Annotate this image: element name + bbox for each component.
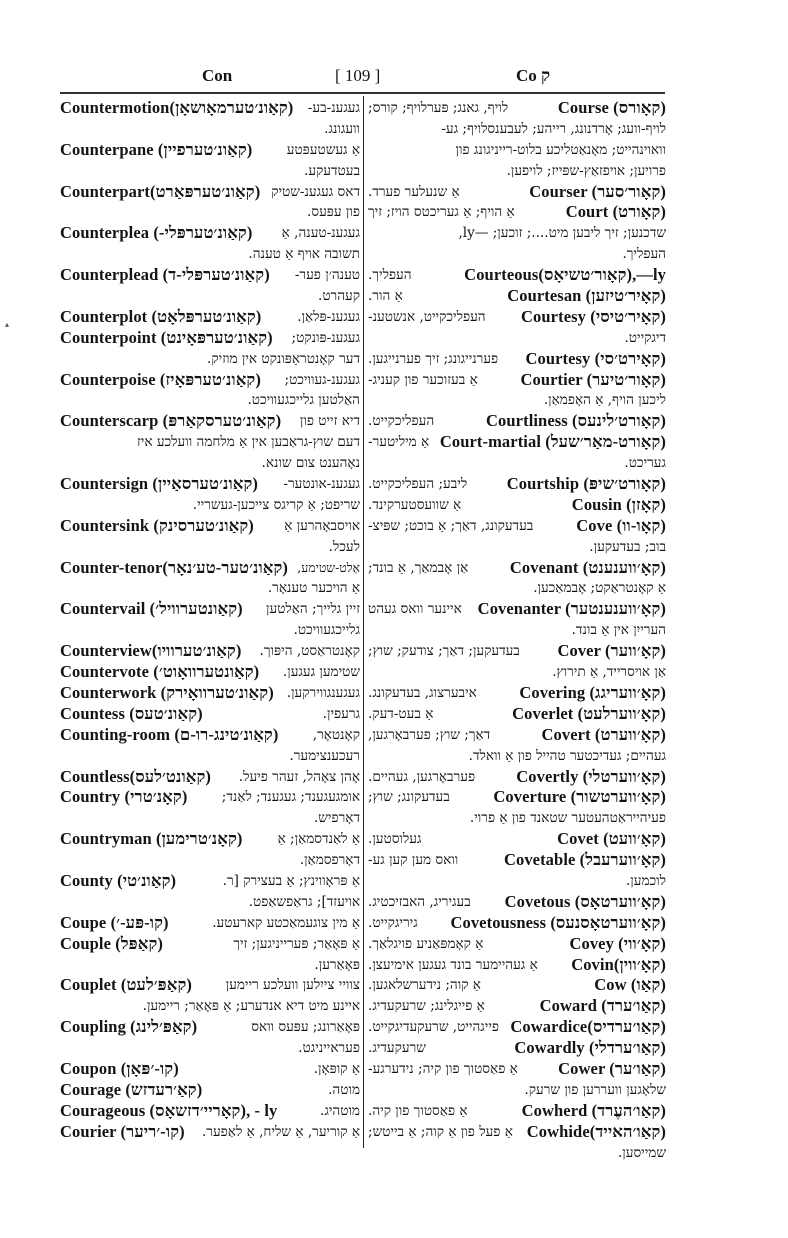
headword: County (קאַונ׳טי)	[60, 870, 177, 890]
headword: Couple (קאַפּל)	[60, 933, 163, 953]
dictionary-entry-line	[60, 725, 360, 746]
yiddish-definition: פעראייניגט.	[298, 1040, 360, 1057]
entry-continuation-line	[60, 119, 360, 140]
dictionary-entry-line	[60, 140, 360, 161]
yiddish-definition: אַ געשטעפּטע	[286, 141, 360, 158]
dictionary-entry-line	[368, 641, 666, 662]
entry-continuation-line	[368, 537, 666, 558]
yiddish-definition: איינע מיט דיא אנדערע; אַ פּאָאַר; ריימען.	[142, 998, 360, 1015]
yiddish-definition: דאַך; שוץ; פערבאָרגען,	[368, 726, 491, 743]
yiddish-definition: לעכל.	[328, 538, 360, 555]
yiddish-definition: אַ פאַסטוך פון קיה; נידערגע-	[368, 1060, 518, 1077]
entry-continuation-line	[60, 161, 360, 182]
right-column	[368, 98, 666, 1163]
yiddish-definition: שריפט; אַ קריגס צייכען-געשריי.	[192, 496, 360, 513]
yiddish-definition: קאָנטראַסט, היפּוך.	[259, 643, 360, 660]
headword: Counterplead (קאַונ׳טערפּלי-ד)	[60, 265, 270, 285]
margin-speck: ▴	[5, 320, 10, 329]
entry-continuation-line	[368, 161, 666, 182]
headword: Covetousness (קאָ׳ווערטאָסנעס)	[450, 912, 666, 932]
headword: Counting-room (קאַונ׳טינג-רו-ם)	[60, 724, 279, 744]
entry-continuation-line	[368, 390, 666, 411]
dictionary-entry-line	[60, 787, 360, 808]
headword: Countermotion(קאַונ׳טערמאָושאָן)	[60, 98, 294, 117]
yiddish-definition: אַן אָבמאַך, אַ בונד;	[368, 559, 469, 576]
yiddish-definition: העפליך.	[368, 267, 412, 284]
yiddish-definition: וואוינהייט; מאָנאַטליכע בלוט-רייניגונג פון	[455, 141, 666, 158]
dictionary-entry-line	[368, 892, 666, 913]
yiddish-definition: פּאָאַרונג; עפּעס וואס	[251, 1019, 360, 1036]
yiddish-definition: אַ פּראָווינץ; אַ בעצירק [ר.	[222, 872, 360, 889]
yiddish-definition: געגענגווירקען.	[286, 684, 360, 701]
header-right-guide-word: Co ק	[516, 66, 551, 85]
headword: Countersink (קאַונ׳טערסינק)	[60, 515, 254, 535]
entry-continuation-line	[60, 286, 360, 307]
entry-continuation-line	[368, 662, 666, 683]
dictionary-entry-line	[368, 265, 666, 286]
yiddish-definition: דער קאָנטראַפּונקט אין מוזיק.	[207, 350, 360, 367]
headword: Covin(קאָ׳ווין)	[571, 954, 666, 974]
yiddish-definition: איבערצוג, בעדעקונג.	[368, 684, 477, 701]
yiddish-definition: פרויען; אויפזאַץ-שפּייז; לויפען.	[506, 162, 666, 179]
yiddish-definition: אַ הור.	[368, 288, 403, 305]
entry-continuation-line	[60, 244, 360, 265]
entry-continuation-line	[368, 140, 666, 161]
yiddish-definition: שדכנען; זיך ליבען מיט....; זוכען; —ly,	[458, 225, 666, 242]
yiddish-definition: אַ מיליטער-	[368, 434, 430, 451]
dictionary-entry-line	[60, 307, 360, 328]
headword: Counter-tenor(קאַונ׳טער-טע׳נאָר)	[60, 557, 289, 577]
yiddish-definition: לויף, גאנג; פּערלויף; קורס;	[368, 100, 509, 116]
yiddish-definition: ליכען הויף, אַ האָפמאַן.	[543, 392, 666, 409]
dictionary-entry-line	[368, 307, 666, 328]
yiddish-definition: צוויי צייִלען וועלכע ריימען	[225, 977, 360, 994]
yiddish-definition: גרעפין.	[322, 705, 360, 722]
entry-continuation-line	[60, 453, 360, 474]
yiddish-definition: געגענ-בע-	[307, 100, 360, 116]
yiddish-definition: איינער וואס געהט	[368, 601, 462, 618]
entry-continuation-line	[368, 453, 666, 474]
headword: Cowardice(קאַו׳ערדיס)	[510, 1017, 666, 1037]
yiddish-definition: געריכט.	[624, 455, 666, 472]
dictionary-entry-line	[60, 558, 360, 579]
headword: Coward (קאַו׳ערד)	[539, 996, 666, 1016]
entry-continuation-line	[60, 996, 360, 1017]
yiddish-definition: דעם שוץ-גראַבען אין אַ מלחמה וועלכע איז	[137, 434, 360, 451]
dictionary-entry-line	[60, 767, 360, 788]
headword: Court (קאָורט)	[565, 202, 666, 222]
dictionary-entry-line	[60, 934, 360, 955]
headword: Covenant (קאָ׳ווענענט)	[509, 557, 666, 577]
headword: Covetable (קאָ׳ווערעבל)	[503, 850, 666, 870]
page-number: [ 109 ]	[335, 66, 381, 85]
dictionary-entry-line	[368, 516, 666, 537]
headword: Cowherd (קאַו׳העֶרד)	[521, 1100, 666, 1120]
dictionary-entry-line	[60, 265, 360, 286]
dictionary-entry-line	[368, 1101, 666, 1122]
headword: Couplet (קאַפּ׳לעט)	[60, 975, 192, 995]
yiddish-definition: בעגיריג, האבזיכטיג.	[368, 893, 471, 910]
yiddish-definition: אַ קוה; נידערשלאגען.	[368, 977, 481, 994]
yiddish-definition: אַ קוריער, אַ שליח, אַ לאַפער.	[201, 1123, 360, 1140]
dictionary-entry-line	[368, 1017, 666, 1038]
dictionary-entry-line	[368, 913, 666, 934]
yiddish-definition: דאָרפסמאַן.	[299, 852, 360, 869]
dictionary-entry-line	[368, 432, 666, 453]
yiddish-definition: בוב; בעדעקען.	[589, 538, 666, 555]
headword: Covert (קאָ׳ווערט)	[541, 724, 666, 744]
dictionary-entry-line	[368, 474, 666, 495]
dictionary-entry-line	[368, 98, 666, 119]
headword: Cove (קאָו-וו)	[576, 515, 666, 535]
headword: Cower (קאַו׳ער)	[558, 1058, 666, 1078]
headword: Courtesan (קאָיר׳טיזען)	[507, 286, 666, 306]
entry-continuation-line	[368, 871, 666, 892]
headword: Cow (קאַו)	[594, 975, 666, 995]
yiddish-definition: אַ פאַסטוך פון קיה.	[368, 1102, 468, 1119]
yiddish-definition: געגענ-פּלאַן.	[297, 308, 360, 325]
headword: Counterplea (-קאַונ׳טערפּלי)	[60, 223, 253, 243]
headword: Coupon (קו-׳פּאָן)	[60, 1058, 179, 1078]
yiddish-definition: וועגונג.	[324, 120, 360, 137]
yiddish-definition: שטימען געגען.	[282, 664, 360, 681]
entry-continuation-line	[60, 390, 360, 411]
yiddish-definition: פּאָאַרען.	[314, 956, 360, 973]
yiddish-definition: פערבאָרגען, געהיים.	[368, 768, 476, 785]
dictionary-entry-line	[60, 1059, 360, 1080]
yiddish-definition: בעטדעקע.	[304, 162, 360, 179]
yiddish-definition: העפליך.	[622, 246, 666, 263]
headword: Courage (קאַ׳רעדזש)	[60, 1079, 203, 1099]
entry-continuation-line	[60, 202, 360, 223]
yiddish-definition: געגענ-געוויכט;	[284, 371, 360, 388]
yiddish-definition: תשובה אויף אַ טענה.	[248, 246, 360, 263]
left-column	[60, 98, 360, 1143]
dictionary-entry-line	[368, 370, 666, 391]
yiddish-definition: אַ קופּאָן.	[313, 1060, 360, 1077]
headword: Counterscarp (קאַונ׳טערסקאַרפּ)	[60, 411, 282, 431]
dictionary-entry-line	[60, 829, 360, 850]
dictionary-entry-line	[368, 683, 666, 704]
yiddish-definition: גיריגקייט.	[368, 914, 418, 931]
entry-continuation-line	[368, 578, 666, 599]
yiddish-definition: אַ מין צוגעמאַכטע קארעטע.	[212, 914, 360, 931]
dictionary-entry-line	[368, 975, 666, 996]
entry-continuation-line	[368, 620, 666, 641]
dictionary-entry-line	[60, 871, 360, 892]
headword: Covenanter (קאָ׳ווענענטער)	[477, 599, 666, 619]
yiddish-definition: אַ שוועסטערקינד.	[368, 496, 462, 513]
dictionary-entry-line	[60, 1122, 360, 1143]
dictionary-entry-line	[60, 1080, 360, 1101]
yiddish-definition: לוכמען.	[625, 872, 666, 889]
headword: Countryman (קאָנ׳טרימען)	[60, 829, 243, 849]
yiddish-definition: רעכענצימער.	[289, 747, 360, 764]
yiddish-definition: בעדעקען; דאַך; צודעק; שוץ;	[368, 643, 520, 660]
headword: Cowardly (קאַו׳ערדלי)	[514, 1038, 666, 1058]
yiddish-definition: העפליכקייט, אנשטענ-	[368, 308, 486, 325]
header-left-guide-word: Con	[202, 66, 233, 85]
entry-continuation-line	[60, 746, 360, 767]
yiddish-definition: גלייכגעוויכט.	[293, 622, 360, 639]
dictionary-entry-line	[368, 1059, 666, 1080]
entry-continuation-line	[60, 1038, 360, 1059]
entry-continuation-line	[368, 808, 666, 829]
yiddish-definition: שרעקעדיג.	[368, 1040, 426, 1057]
yiddish-definition: הערייִן אין אַ בונד.	[571, 622, 666, 639]
yiddish-definition: מוטהיג.	[320, 1102, 360, 1119]
yiddish-definition: בעדעקונג, דאַך; אַ בוכט; שפּיצ-	[368, 517, 534, 534]
yiddish-definition: אַ פייגלינג; שרעקעדיג.	[368, 998, 485, 1015]
dictionary-entry-line	[368, 182, 666, 203]
headword: Country (קאָנ׳טרי)	[60, 787, 188, 807]
yiddish-definition: אַלט-שטימע,	[297, 559, 360, 575]
yiddish-definition: אויסבאָהרען אַ	[284, 517, 360, 534]
dictionary-entry-line	[368, 850, 666, 871]
running-header	[60, 62, 665, 90]
entry-continuation-line	[60, 850, 360, 871]
entry-continuation-line	[60, 349, 360, 370]
headword: Coverture (קאָ׳ווערטשור)	[493, 787, 666, 807]
headword: Covetous (קאָ׳ווערטאָס)	[504, 891, 666, 911]
yiddish-definition: געהיים; געדיכטער טהייל פון אַ וואלד.	[468, 747, 666, 764]
headword: Countervail (קאַונטערוויל׳)	[60, 599, 243, 619]
yiddish-definition: אַ לאַנדסמאַן; אַ	[277, 831, 360, 848]
headword: Courtesy (קאָיר׳טיסי)	[521, 306, 666, 326]
dictionary-entry-line	[368, 411, 666, 432]
headword: Countervote (קאַונטערוואָוט׳)	[60, 662, 260, 682]
headword: Counterpane (קאַונ׳טערפיין)	[60, 139, 253, 159]
dictionary-entry-line	[60, 182, 360, 203]
yiddish-definition: פון עפּעס.	[307, 204, 360, 221]
entry-continuation-line	[60, 892, 360, 913]
yiddish-definition: געגענ-אונטער-	[283, 476, 360, 493]
column-divider	[363, 96, 364, 1148]
headword: Counterwork (קאַונ׳טערוואָירק)	[60, 682, 274, 702]
yiddish-definition: דיא זייט פון	[299, 413, 360, 430]
entry-continuation-line	[60, 620, 360, 641]
dictionary-entry-line	[368, 202, 666, 223]
dictionary-entry-line	[60, 704, 360, 725]
dictionary-entry-line	[60, 223, 360, 244]
entry-continuation-line	[368, 1143, 666, 1164]
yiddish-definition: אַ קאָנטראַקט; אָבמאַכען.	[533, 580, 666, 597]
entry-continuation-line	[60, 537, 360, 558]
yiddish-definition: האַלטען גלייכגעוויכט.	[247, 392, 360, 409]
headword: Cover (קאָ׳ווער)	[557, 641, 666, 661]
yiddish-definition: אָהן צאָהל, זעהר פיעל.	[238, 768, 360, 785]
headword: Courteous(קאָור׳טשיאָס),—ly	[464, 265, 666, 285]
dictionary-entry-line	[60, 328, 360, 349]
dictionary-entry-line	[60, 599, 360, 620]
yiddish-definition: פייגהייט, שרעקעדיגקייט.	[368, 1019, 500, 1036]
dictionary-entry-line	[60, 516, 360, 537]
dictionary-entry-line	[368, 955, 666, 976]
yiddish-definition: מוטה.	[328, 1081, 360, 1098]
headword: Courser (קאָור׳סער)	[529, 181, 666, 201]
yiddish-definition: ליבע; העפליכקייט.	[368, 476, 468, 493]
yiddish-definition: דאָרפיש.	[313, 810, 360, 827]
dictionary-entry-line	[368, 558, 666, 579]
dictionary-entry-line	[60, 370, 360, 391]
yiddish-definition: אַ הויף; אַ געריכטס הויז; זיך	[368, 204, 515, 221]
yiddish-definition: נאָהענט צום שונא.	[261, 455, 360, 472]
dictionary-entry-line	[368, 767, 666, 788]
dictionary-entry-line	[368, 495, 666, 516]
entry-continuation-line	[368, 244, 666, 265]
yiddish-definition: אַ הויכער טענאָר.	[267, 580, 360, 597]
headword: Courageous (קאָריי׳דזשאָס), - ly	[60, 1100, 278, 1120]
yiddish-definition: אַ קאָמפּאַניע פויגלאַך.	[368, 935, 484, 952]
headword: Cowhide(קאַו׳האייד)	[526, 1121, 666, 1141]
entry-continuation-line	[60, 432, 360, 453]
headword: Counterpoise (קאַונ׳טערפּאָיז)	[60, 369, 261, 389]
yiddish-definition: וואס מען קען גע-	[368, 852, 459, 869]
headword: Coverlet (קאָ׳ווערלעט)	[512, 703, 666, 723]
dictionary-entry-line	[368, 349, 666, 370]
yiddish-definition: לויף-וועג; אָרדנונג, רייהע; לעבענסלויף; גע-	[441, 120, 666, 137]
yiddish-definition: פערנייגונג; זיך פערנייגען.	[368, 350, 499, 367]
headword: Counterview(קאַונ׳טערוויו)	[60, 641, 242, 661]
headword: Coupe (קו-פּע-׳)	[60, 912, 169, 932]
dictionary-entry-line	[368, 286, 666, 307]
yiddish-definition: געלוסטען.	[368, 831, 422, 848]
headword: Countless(קאַונט׳לעס)	[60, 766, 212, 786]
headword: Course (קאָורס)	[557, 98, 666, 117]
dictionary-entry-line	[60, 1017, 360, 1038]
dictionary-entry-line	[60, 662, 360, 683]
entry-continuation-line	[60, 495, 360, 516]
entry-continuation-line	[368, 223, 666, 244]
headword: Covet (קאָ׳וועט)	[557, 829, 666, 849]
yiddish-definition: דאס געגענ-שטיק	[271, 183, 360, 200]
dictionary-entry-line	[60, 474, 360, 495]
headword: Countess (קאַונ׳טעס)	[60, 703, 203, 723]
yiddish-definition: פעיהייראַטהעטער שטאנד פון אַ פרוי.	[469, 810, 666, 827]
entry-continuation-line	[368, 328, 666, 349]
headword: Counterpoint (קאַונ׳טערפּאָינט)	[60, 327, 273, 347]
yiddish-definition: אַ פעל פון אַ קוה; אַ בייטש;	[368, 1123, 513, 1140]
dictionary-entry-line	[368, 599, 666, 620]
headword: Covering (קאָ׳וועריגג)	[519, 682, 666, 702]
yiddish-definition: שמייסען.	[617, 1144, 666, 1161]
dictionary-entry-line	[368, 787, 666, 808]
entry-continuation-line	[368, 119, 666, 140]
entry-continuation-line	[368, 1080, 666, 1101]
yiddish-definition: דיגקייט.	[624, 329, 666, 346]
entry-continuation-line	[368, 746, 666, 767]
entry-continuation-line	[60, 578, 360, 599]
dictionary-entry-line	[368, 996, 666, 1017]
entry-continuation-line	[60, 808, 360, 829]
headword: Courtier (קאָור׳טיער)	[520, 369, 666, 389]
yiddish-definition: שלאָגען וועררען פון שרעק.	[524, 1081, 666, 1098]
headword: Countersign (קאַונ׳טערסאַיין)	[60, 474, 258, 494]
dictionary-entry-line	[60, 975, 360, 996]
dictionary-entry-line	[368, 725, 666, 746]
headword: Court-martial (קאָורט-מאַר׳שעל)	[439, 432, 666, 452]
dictionary-entry-line	[60, 641, 360, 662]
yiddish-definition: קאָנטאָר,	[312, 726, 360, 743]
dictionary-entry-line	[60, 411, 360, 432]
dictionary-entry-line	[368, 1038, 666, 1059]
dictionary-entry-line	[60, 98, 360, 119]
yiddish-definition: אַ פּאָאַר; פּערייניגען; זיך	[233, 935, 360, 952]
headword: Courier (קו-׳ריער)	[60, 1121, 185, 1141]
dictionary-entry-line	[368, 1122, 666, 1143]
headword: Covertly (קאָ׳ווערטלי)	[516, 766, 666, 786]
yiddish-definition: אַ געהיימער בונד געגען אימיעצן.	[368, 956, 538, 973]
yiddish-definition: אַ בעט-דעק.	[368, 705, 434, 722]
headword: Courtesy (קאָירט׳סי)	[525, 348, 666, 368]
yiddish-definition: בעדעקונג; שוץ;	[368, 789, 450, 806]
yiddish-definition: אומגעגענד; געגענד; לאַנד;	[221, 789, 360, 806]
headword: Courtship (קאָורט׳שיפּ)	[506, 474, 666, 494]
entry-continuation-line	[60, 955, 360, 976]
yiddish-definition: אַ בעזוכער פון קעניג-	[368, 371, 478, 388]
dictionary-entry-line	[60, 1101, 360, 1122]
dictionary-entry-line	[368, 934, 666, 955]
headword: Courtliness (קאָורט׳לינעס)	[486, 411, 666, 431]
dictionary-entry-line	[368, 704, 666, 725]
yiddish-definition: העפליכקייט.	[368, 413, 435, 430]
yiddish-definition: קעהרט.	[318, 288, 360, 305]
headword: Covey (קאָ׳ווי)	[569, 933, 666, 953]
headword: Coupling (קאַפּ׳לינג)	[60, 1017, 198, 1037]
yiddish-definition: אויעזד]; גראַפשאַפט.	[248, 893, 360, 910]
yiddish-definition: זיין גלייך; האַלטען	[266, 601, 360, 618]
yiddish-definition: טענה׳ן פער-	[294, 267, 360, 284]
dictionary-entry-line	[60, 683, 360, 704]
header-rule	[60, 92, 665, 94]
headword: Counterpart(קאַונ׳טערפּאַרט)	[60, 181, 261, 201]
headword: Counterplot (קאַונ׳טערפּלאָט)	[60, 306, 262, 326]
headword: Cousin (קאָזן)	[571, 494, 666, 514]
dictionary-entry-line	[368, 829, 666, 850]
yiddish-definition: געגענ-טענה, אַ	[281, 225, 360, 242]
dictionary-entry-line	[60, 913, 360, 934]
yiddish-definition: געגענ-פּונקט;	[291, 329, 360, 346]
yiddish-definition: אַן אויסרייד, אַ תירוץ.	[552, 664, 666, 681]
yiddish-definition: אַ שנעלער פערד.	[368, 183, 460, 200]
